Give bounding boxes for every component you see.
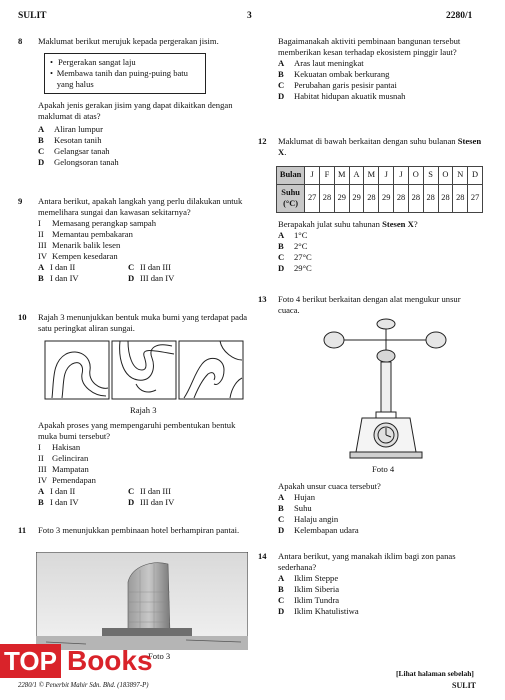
question-11 (18, 525, 248, 536)
question-13 (258, 294, 483, 316)
option-letter: D (278, 263, 285, 274)
roman-numeral: I (38, 218, 41, 228)
option-letter: C (278, 595, 285, 605)
temp-cell: 28 (408, 184, 423, 213)
month-cell: J (394, 167, 409, 185)
option-letter: D (278, 606, 285, 616)
month-cell: N (453, 167, 468, 185)
question-10-body (38, 420, 248, 508)
option-text[interactable]: 2°C (294, 241, 308, 252)
option-text[interactable]: I dan IV (50, 497, 79, 507)
option-text[interactable]: III dan IV (140, 273, 175, 283)
roman-numeral: III (38, 464, 47, 474)
option-text[interactable]: Suhu (294, 503, 312, 513)
option-letter: A (278, 58, 285, 68)
option-text[interactable]: Kesotan tanih (54, 135, 102, 145)
question-stem: Rajah 3 menunjukkan bentuk muka bumi yang terdapat pada satu peringkat aliran sungai. (38, 312, 248, 333)
option-letter: A (278, 230, 285, 241)
month-cell: J (305, 167, 320, 185)
question-number: 14 (258, 551, 267, 561)
option-text[interactable]: Iklim Tundra (294, 595, 340, 605)
question-stem: Foto 4 berikut berkaitan dengan alat mengukur unsur cuaca. (278, 294, 461, 315)
table-row (277, 184, 483, 213)
question-text: Apakah jenis gerakan jisim yang dapat dikaitkan dengan maklumat di atas? (38, 100, 233, 121)
temp-cell: 28 (320, 184, 335, 213)
option-letter: A (38, 124, 45, 134)
option-letter: D (278, 91, 285, 101)
question-number: 11 (18, 525, 27, 535)
question-11-continued (278, 36, 483, 102)
option-text[interactable]: Hujan (294, 492, 316, 502)
temp-cell: 28 (453, 184, 468, 213)
question-stem: Antara berikut, apakah langkah yang perlu dilakukan untuk memelihara sungai dan kawasan sekitarnya? (38, 196, 243, 217)
question-stem: Foto 3 menunjukkan pembinaan hotel berhampiran pantai. (38, 525, 240, 535)
question-text (278, 219, 483, 230)
option-letter: B (38, 135, 44, 145)
temp-cell: 28 (438, 184, 453, 213)
header-sulit: SULIT (18, 11, 47, 21)
hotel-photo (36, 552, 248, 650)
temp-cell: 29 (334, 184, 349, 213)
month-cell: O (438, 167, 453, 185)
question-text: Bagaimanakah aktiviti pembinaan bangunan tersebut memberikan kesan terhadap ekosistem pinggir laut? (278, 36, 461, 57)
option-text[interactable]: Gelongsoran tanah (54, 157, 119, 167)
option-letter: C (278, 252, 285, 263)
figure-caption: Foto 3 (148, 651, 171, 661)
option-letter: C (278, 80, 285, 90)
option-letter: C (38, 146, 45, 156)
question-12 (258, 136, 483, 274)
question-number: 13 (258, 294, 267, 304)
footer-copyright: 2280/1 © Penerbit Mahir Sdn. Bhd. (183897-P) (18, 682, 149, 689)
list-item: Memantau pembakaran (52, 229, 133, 239)
temp-cell: 28 (394, 184, 409, 213)
option-text[interactable]: 27°C (294, 252, 312, 263)
question-9 (18, 196, 248, 284)
question-number: 10 (18, 312, 27, 322)
roman-numeral: IV (38, 251, 48, 261)
list-item: Pemendapan (52, 475, 96, 485)
list-item: Memasang perangkap sampah (52, 218, 157, 228)
option-letter: C (128, 486, 135, 496)
option-letter: B (278, 69, 284, 79)
option-text[interactable]: Iklim Khatulistiwa (294, 606, 359, 616)
logo-books: Books (66, 645, 153, 676)
option-letter: B (38, 273, 44, 283)
roman-numeral: IV (38, 475, 48, 485)
question-number: 9 (18, 196, 23, 206)
option-text[interactable]: III dan IV (140, 497, 175, 507)
stem-end: . (284, 147, 287, 157)
option-letter: A (278, 573, 285, 583)
anemometer-photo (318, 318, 458, 460)
temp-cell: 29 (379, 184, 394, 213)
option-text[interactable]: Aliran lumpur (54, 124, 103, 134)
river-meander-diagram (44, 340, 244, 402)
option-letter: D (278, 525, 285, 535)
option-text[interactable]: 1°C (294, 230, 308, 241)
list-item: Menarik balik lesen (52, 240, 121, 250)
list-item: Kempen kesedaran (52, 251, 118, 261)
month-cell: F (320, 167, 335, 185)
station-name: Stesen X (278, 136, 482, 157)
option-text[interactable]: Habitat hidupan akuatik musnah (294, 91, 406, 101)
month-cell: D (468, 167, 483, 185)
option-text[interactable]: 29°C (294, 263, 312, 274)
temp-cell: 27 (305, 184, 320, 213)
footer-sulit: SULIT (452, 681, 477, 690)
month-cell: A (349, 167, 364, 185)
option-text[interactable]: II dan III (140, 262, 172, 272)
question-10 (18, 312, 248, 334)
option-text[interactable]: I dan IV (50, 273, 79, 283)
option-text[interactable]: Perubahan garis pesisir pantai (294, 80, 397, 90)
question-number: 12 (258, 136, 267, 146)
question-number: 8 (18, 36, 23, 46)
info-item: Membawa tanih dan puing-puing batu yang halus (56, 68, 188, 89)
option-text[interactable]: Halaju angin (294, 514, 339, 524)
option-letter: C (278, 514, 285, 524)
option-text[interactable]: Aras laut meningkat (294, 58, 364, 68)
row-header: Bulan (277, 167, 305, 185)
question-13-body (278, 481, 483, 536)
month-cell: S (423, 167, 438, 185)
option-text[interactable]: Iklim Siberia (294, 584, 340, 594)
roman-numeral: I (38, 442, 41, 452)
option-letter: A (278, 492, 285, 502)
temp-cell: 28 (423, 184, 438, 213)
option-letter: D (38, 157, 45, 167)
question-end: ? (413, 219, 418, 230)
question-8 (18, 36, 248, 168)
option-letter: B (278, 241, 284, 252)
question-stem: Maklumat berikut merujuk kepada pergerakan jisim. (38, 36, 219, 46)
footer-next-page: [Lihat halaman sebelah] (396, 669, 474, 678)
option-text[interactable]: Iklim Steppe (294, 573, 339, 583)
month-cell: M (334, 167, 349, 185)
list-item: Gelinciran (52, 453, 89, 463)
option-text[interactable]: Kelembapan udara (294, 525, 359, 535)
option-text[interactable]: I dan II (50, 486, 76, 496)
month-cell: J (379, 167, 394, 185)
option-letter: D (128, 497, 135, 507)
roman-numeral: II (38, 453, 44, 463)
option-letter: B (278, 584, 284, 594)
list-item: Mampatan (52, 464, 89, 474)
station-name: Stesen X (382, 219, 414, 230)
row-header: Suhu (°C) (277, 184, 305, 213)
temp-cell: 28 (364, 184, 379, 213)
month-cell: O (408, 167, 423, 185)
option-letter: B (38, 497, 44, 507)
logo-top: TOP (0, 644, 61, 678)
option-text[interactable]: II dan III (140, 486, 172, 496)
page-number: 3 (247, 11, 252, 21)
month-cell: M (364, 167, 379, 185)
question-text: Apakah proses yang mempengaruhi pembentukan bentuk muka bumi tersebut? (38, 420, 236, 441)
figure-caption: Foto 4 (372, 464, 395, 474)
roman-numeral: III (38, 240, 47, 250)
roman-numeral: II (38, 229, 44, 239)
paper-code: 2280/1 (446, 11, 473, 21)
stem-text: Maklumat di bawah berkaitan dengan suhu bulanan (278, 136, 456, 146)
option-letter: A (38, 486, 45, 496)
temperature-table (276, 166, 483, 213)
option-letter: C (128, 262, 135, 272)
table-row (277, 167, 483, 185)
list-item: Hakisan (52, 442, 81, 452)
option-letter: B (278, 503, 284, 513)
question-text: Apakah unsur cuaca tersebut? (278, 481, 381, 491)
figure-caption: Rajah 3 (130, 405, 157, 415)
question-part: Berapakah julat suhu tahunan (278, 219, 383, 230)
topbooks-logo (0, 640, 153, 682)
option-letter: A (38, 262, 45, 272)
info-box: • Pergerakan sangat laju • Membawa tanih dan puing-puing batu yang halus (44, 53, 206, 94)
temp-cell: 27 (468, 184, 483, 213)
option-text[interactable]: I dan II (50, 262, 76, 272)
question-14 (258, 551, 483, 617)
option-letter: D (128, 273, 135, 283)
question-stem (278, 136, 483, 158)
option-text[interactable]: Kekuatan ombak berkurang (294, 69, 390, 79)
option-text[interactable]: Gelangsar tanah (54, 146, 110, 156)
question-stem: Antara berikut, yang manakah iklim bagi zon panas sederhana? (278, 551, 456, 572)
info-item: Pergerakan sangat laju (58, 57, 136, 67)
temp-cell: 29 (349, 184, 364, 213)
